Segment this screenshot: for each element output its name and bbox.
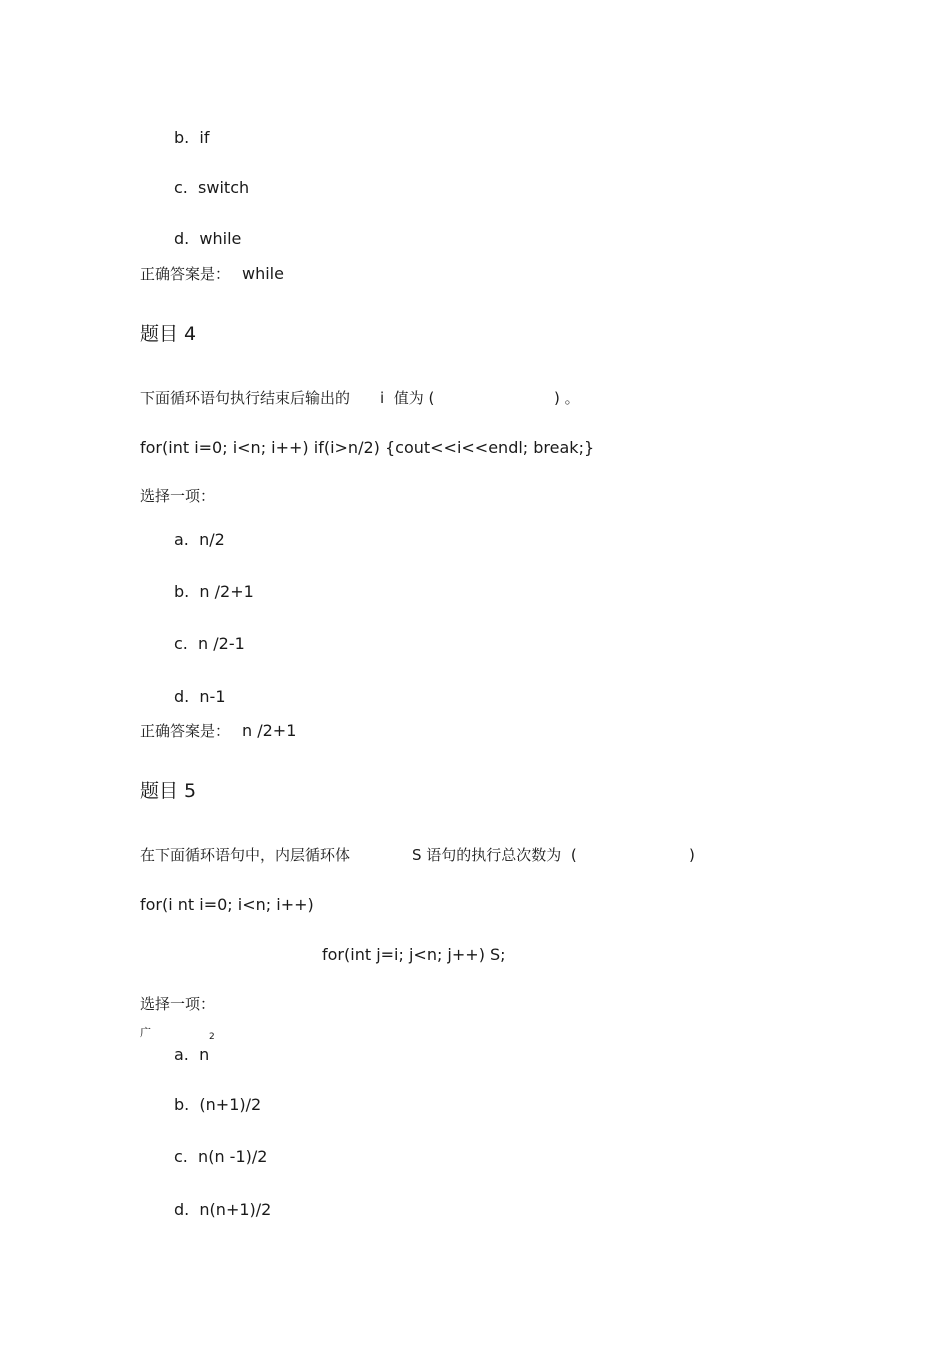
superscript: 2 (209, 1032, 215, 1042)
option-d[interactable]: d. n-1 (174, 687, 226, 706)
option-a[interactable]: a. n (174, 1045, 210, 1064)
code-line-inner: for(int j=i; j<n; j++) S; (322, 945, 506, 964)
stray-mark: 广 (140, 1026, 151, 1039)
question-title: 题目 5 (140, 780, 197, 802)
option-d[interactable]: d. n(n+1)/2 (174, 1200, 272, 1219)
question-stem-part: S 语句的执行总次数为 ( (412, 846, 577, 864)
question-stem-part: i 值为 ( (380, 389, 435, 407)
option-b[interactable]: b. n /2+1 (174, 582, 254, 601)
select-label: 选择一项： (140, 487, 216, 505)
question-stem: 在下面循环语句中，内层循环体 (140, 846, 351, 864)
option-b[interactable]: b. if (174, 128, 210, 147)
option-c[interactable]: c. n(n -1)/2 (174, 1147, 268, 1166)
code-line: for(i nt i=0; i<n; i++) (140, 895, 314, 914)
code-line: for(int i=0; i<n; i++) if(i>n/2) {cout<<i<<endl; break;} (140, 438, 595, 457)
question-stem: 下面循环语句执行结束后输出的 (140, 389, 351, 407)
select-label: 选择一项： (140, 995, 216, 1013)
option-b[interactable]: b. (n+1)/2 (174, 1095, 262, 1114)
answer-label: 正确答案是： (140, 265, 231, 283)
answer-label: 正确答案是： (140, 722, 231, 740)
question-title: 题目 4 (140, 323, 197, 345)
question-stem-end: ) 。 (554, 389, 580, 407)
option-c[interactable]: c. switch (174, 178, 250, 197)
answer-value: n /2+1 (242, 721, 297, 740)
answer-value: while (242, 264, 284, 283)
option-d[interactable]: d. while (174, 229, 242, 248)
option-a[interactable]: a. n/2 (174, 530, 225, 549)
option-c[interactable]: c. n /2-1 (174, 634, 245, 653)
question-stem-end: ) (689, 846, 695, 864)
